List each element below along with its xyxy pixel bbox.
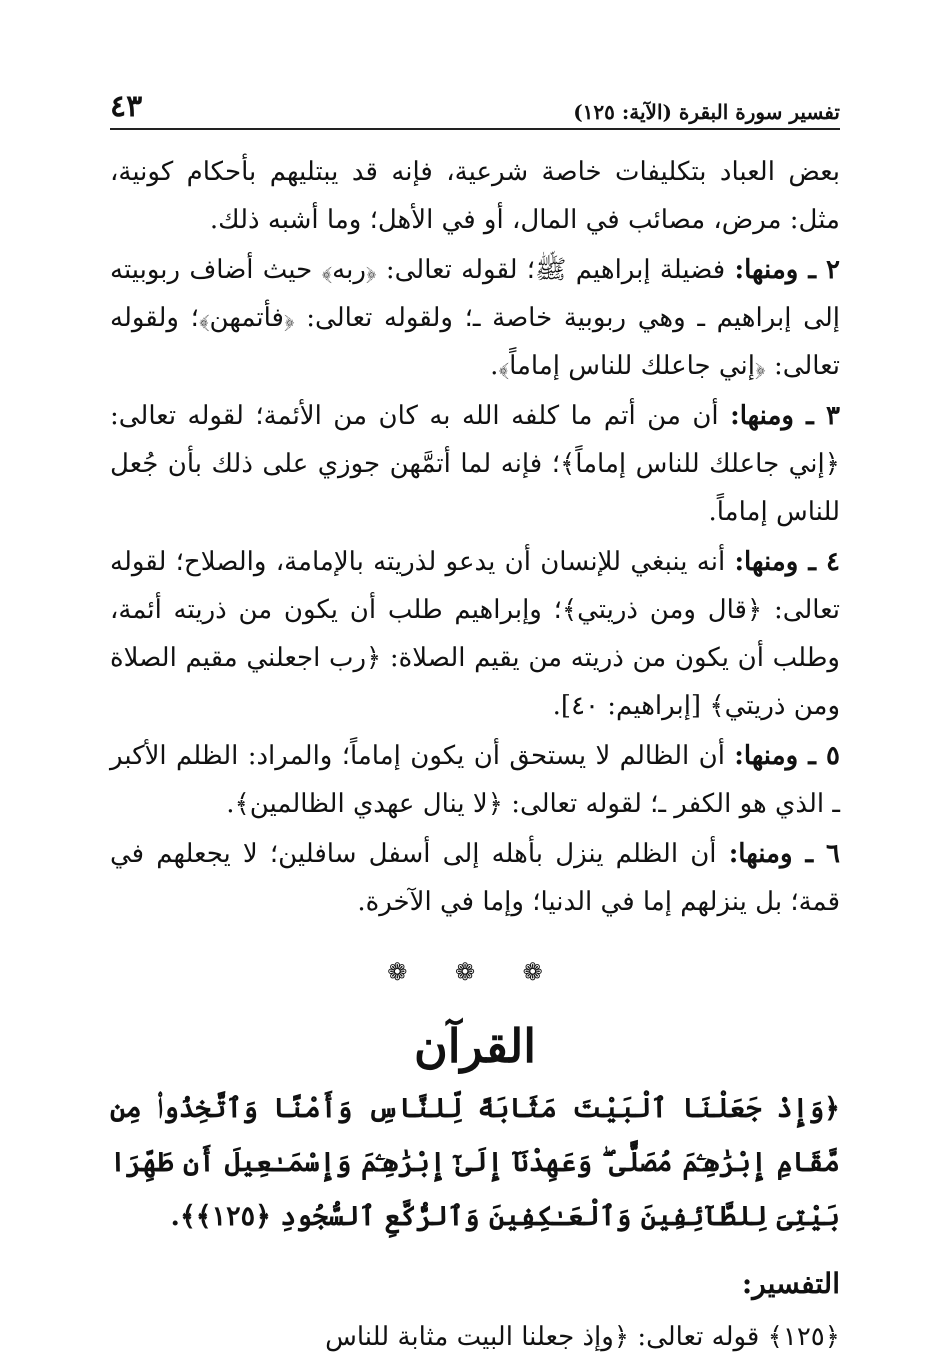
benefit-paragraph-5 [110, 732, 840, 828]
page-header [110, 80, 840, 130]
paragraph-lead: ٦ ـ ومنها: [728, 839, 840, 869]
paragraph-text: بعض العباد بتكليفات خاصة شرعية، فإنه قد يبتليهم بأحكام كونية، مثل: مرض، مصائب في المال، أو في الأهل؛ وما أشبه ذلك. [110, 157, 840, 235]
benefit-paragraph-3 [110, 392, 840, 536]
page-body [110, 148, 840, 1362]
quran-verse: ﴿وَإِذْ جَعَلْنَا ٱلْبَيْتَ مَثَابَةً لِّلنَّاسِ وَأَمْنًا وَٱتَّخِذُوا۟ مِن مَّقَامِ إِبْرَٰهِـۧمَ مُصَلًّى ۖ وَعَهِدْنَآ إِلَىٰٓ إِبْرَٰهِـۧمَ وَإِسْمَـٰعِيلَ أَن طَهِّرَا بَيْتِىَ لِلطَّآئِفِينَ وَٱلْعَـٰكِفِينَ وَٱلرُّكَّعِ ٱلسُّجُودِ ﴿١٢٥﴾﴾. [110, 1093, 840, 1232]
paragraph-lead: ٢ ـ ومنها: [734, 255, 841, 285]
book-page [110, 80, 841, 1352]
paragraph-text: أنه ينبغي للإنسان أن يدعو لذريته بالإمامة، والصلاح؛ لقوله تعالى: ﴿قال ومن ذريتي﴾؛ وإبراهيم طلب أن يكون من ذريته أئمة، وطلب أن يكون من ذريته من يقيم الصلاة: ﴿رب اجعلني مقيم الصلاة ومن ذريتي﴾ [إبراهيم: ٤٠]. [110, 547, 840, 721]
benefit-paragraph-4 [110, 538, 840, 730]
paragraph-lead: ٤ ـ ومنها: [734, 547, 840, 577]
section-separator: ❁ ❁ ❁ [387, 958, 563, 986]
benefit-paragraph-6 [110, 830, 840, 926]
quran-heading: القرآن [413, 1019, 536, 1073]
paragraph-text: فضيلة إبراهيم ﷺ؛ لقوله تعالى: ﴿ربه﴾ حيث أضاف ربوبيته إلى إبراهيم ـ وهي ربوبية خاصة ـ؛ ولقوله تعالى: ﴿فأتمهن﴾؛ ولقوله تعالى: ﴿إني جاعلك للناس إماماً﴾. [110, 255, 840, 381]
paragraph-continuation [110, 148, 840, 244]
paragraph-text: أن من أتم ما كلفه الله به كان من الأئمة؛ لقوله تعالى: ﴿إني جاعلك للناس إماماً﴾؛ فإنه لما أتمَّهن جوزي على ذلك بأن جُعل للناس إماماً. [110, 401, 840, 527]
tafsir-first-line: ﴿١٢٥﴾ قوله تعالى: ﴿وإذ جعلنا البيت مثابة للناس [325, 1322, 840, 1352]
running-title: تفسير سورة البقرة (الآية: ١٢٥) [573, 100, 840, 124]
paragraph-lead: ٣ ـ ومنها: [730, 401, 841, 431]
benefit-paragraph-2 [110, 246, 840, 390]
page-number: ٤٣ [110, 89, 143, 124]
tafsir-heading: التفسير: [741, 1267, 840, 1300]
paragraph-text: أن الظالم لا يستحق أن يكون إماماً؛ والمراد: الظلم الأكبر ـ الذي هو الكفر ـ؛ لقوله تعالى: ﴿لا ينال عهدي الظالمين﴾. [110, 741, 840, 819]
paragraph-lead: ٥ ـ ومنها: [734, 741, 840, 771]
paragraph-text: أن الظلم ينزل بأهله إلى أسفل سافلين؛ لا يجعلهم في قمة؛ بل ينزلهم إما في الدنيا؛ وإما في الآخرة. [110, 839, 840, 917]
